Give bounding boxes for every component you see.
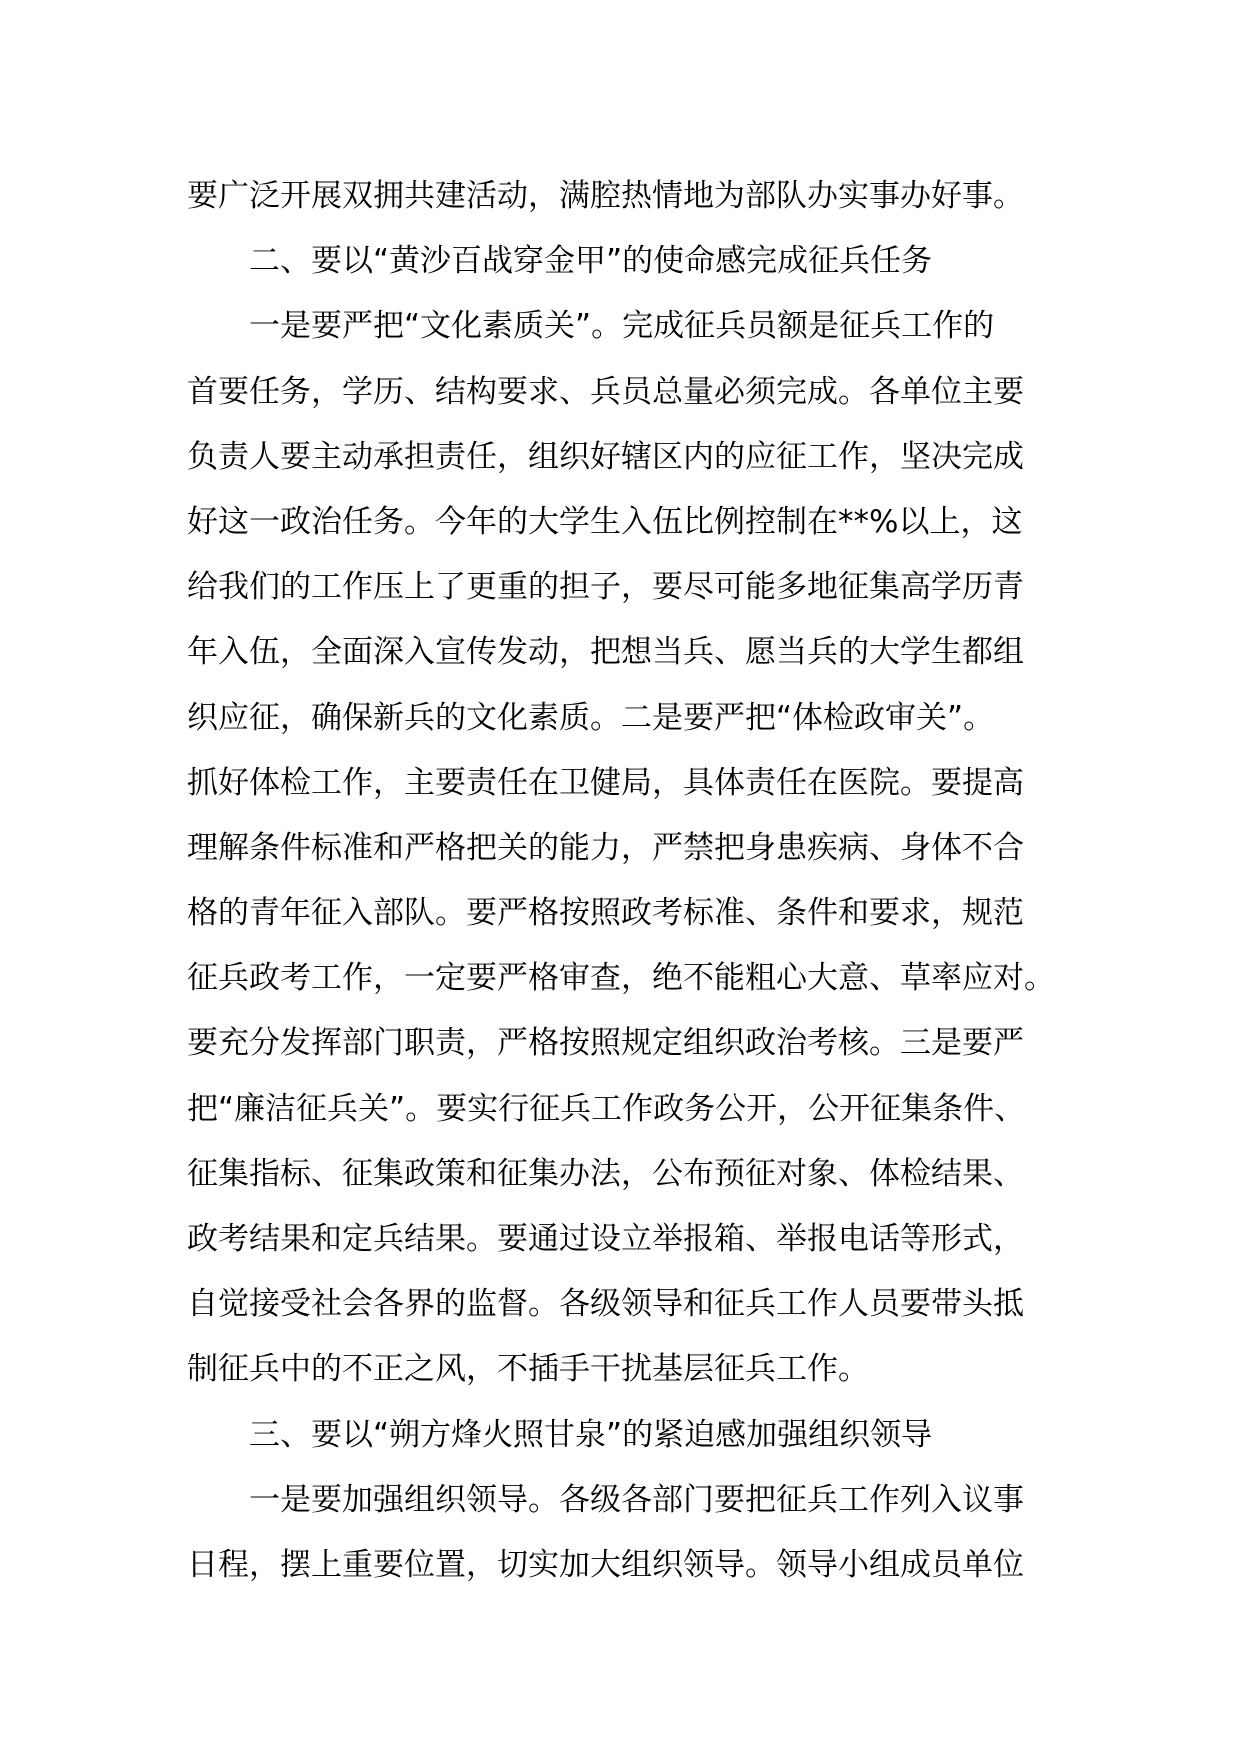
text-line: 织应征，确保新兵的文化素质。二是要严把“体检政审关”。 [187,699,995,736]
body-text [187,164,1067,1598]
text-line: 征兵政考工作，一定要严格审查，绝不能粗心大意、草率应对。 [187,960,1055,997]
text-line: 年入伍，全面深入宣传发动，把想当兵、愿当兵的大学生都组 [187,634,1024,671]
text-line: 给我们的工作压上了更重的担子，要尽可能多地征集高学历青 [187,569,1024,606]
text-line: 三、要以“朔方烽火照甘泉”的紧迫感加强组织领导 [249,1416,933,1453]
text-line: 好这一政治任务。今年的大学生入伍比例控制在**%以上，这 [187,503,1023,540]
text-line: 自觉接受社会各界的监督。各级领导和征兵工作人员要带头抵 [187,1286,1024,1323]
text-line: 理解条件标准和严格把关的能力，严禁把身患疾病、身体不合 [187,829,1024,866]
text-line: 日程，摆上重要位置，切实加大组织领导。领导小组成员单位 [187,1546,1024,1583]
text-line: 格的青年征入部队。要严格按照政考标准、条件和要求，规范 [187,895,1024,932]
text-line: 政考结果和定兵结果。要通过设立举报箱、举报电话等形式， [187,1221,1024,1257]
text-line: 要广泛开展双拥共建活动，满腔热情地为部队办实事办好事。 [187,178,1024,214]
text-line: 二、要以“黄沙百战穿金甲”的使命感完成征兵任务 [249,243,933,280]
text-line: 一是要加强组织领导。各级各部门要把征兵工作列入议事 [249,1481,1024,1518]
text-line: 一是要严把“文化素质关”。完成征兵员额是征兵工作的 [249,308,995,345]
text-line: 制征兵中的不正之风，不插手干扰基层征兵工作。 [187,1351,869,1388]
text-line: 首要任务，学历、结构要求、兵员总量必须完成。各单位主要 [187,373,1024,410]
text-line: 征集指标、征集政策和征集办法，公布预征对象、体检结果、 [187,1155,1024,1192]
text-line: 要充分发挥部门职责，严格按照规定组织政治考核。三是要严 [187,1025,1024,1062]
text-line: 把“廉洁征兵关”。要实行征兵工作政务公开，公开征集条件、 [187,1090,1026,1127]
text-line: 抓好体检工作，主要责任在卫健局，具体责任在医院。要提高 [187,764,1024,801]
text-line: 负责人要主动承担责任，组织好辖区内的应征工作，坚决完成 [187,438,1024,475]
